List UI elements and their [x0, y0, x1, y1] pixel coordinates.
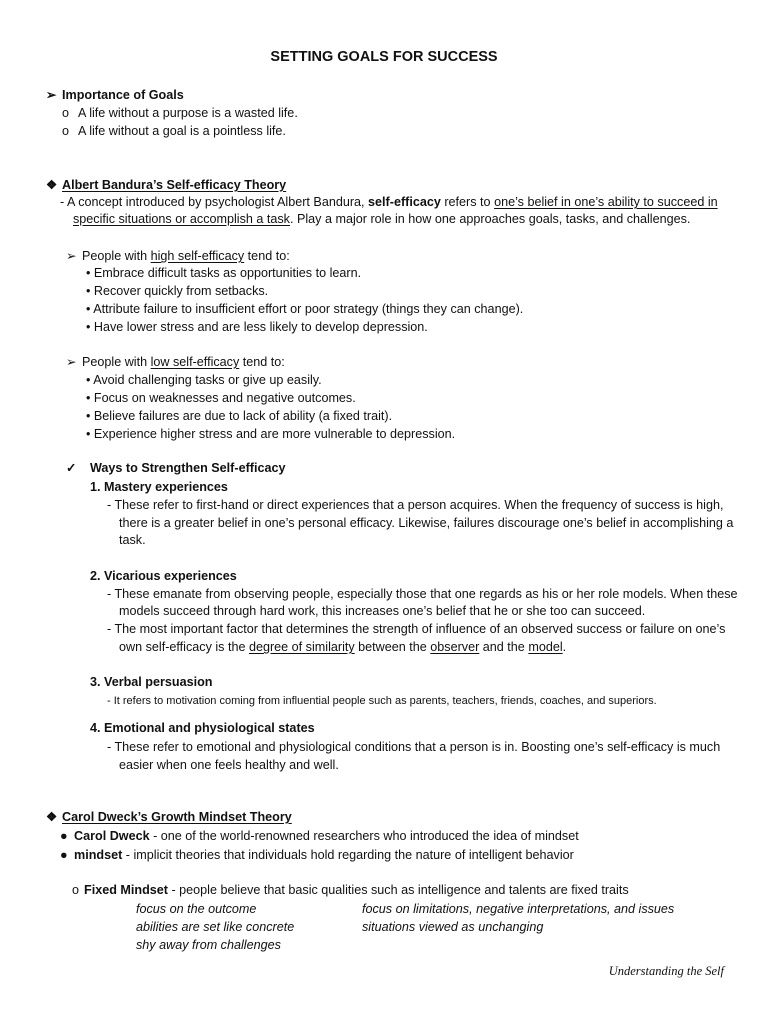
list-item: ● mindset - implicit theories that individuals hold regarding the nature of intelligent behavior [60, 848, 574, 862]
dweck-heading: ❖ Carol Dweck’s Growth Mindset Theory [46, 810, 292, 824]
vicarious-line: own self-efficacy is the degree of similarity between the observer and the model. [119, 640, 567, 654]
list-item: • Embrace difficult tasks as opportunities to learn. [86, 266, 362, 280]
vicarious-line: - The most important factor that determines the strength of influence of an observed success or failure on one’s [107, 622, 726, 636]
arrow-bullet-icon: ➢ [66, 355, 77, 369]
circle-bullet-icon: o [62, 106, 70, 120]
circle-bullet-icon: o [72, 883, 80, 897]
arrow-bullet-icon: ➢ [46, 88, 57, 102]
circle-bullet-icon: o [62, 124, 70, 138]
list-item: • Avoid challenging tasks or give up easily. [86, 373, 322, 387]
vicarious-line: - These emanate from observing people, especially those that one regards as his or her role models. When these [107, 587, 738, 601]
list-item: • Have lower stress and are less likely to develop depression. [86, 320, 428, 334]
list-item: • Attribute failure to insufficient effort or poor strategy (things they can change). [86, 302, 524, 316]
mastery-line: - These refer to first-hand or direct experiences that a person acquires. When the frequency of success is high, [107, 498, 724, 512]
list-item: o A life without a goal is a pointless life. [62, 124, 286, 138]
arrow-bullet-icon: ➢ [66, 249, 77, 263]
fixed-mindset-line: o Fixed Mindset - people believe that basic qualities such as intelligence and talents are fixed traits [72, 883, 629, 897]
page-footer: Understanding the Self [608, 964, 724, 978]
mastery-line: there is a greater belief in one’s personal efficacy. Likewise, failures discourage one’s belief in accomplishing a [119, 516, 734, 530]
dot-bullet-icon: ● [60, 848, 68, 862]
verbal-line: - It refers to motivation coming from influential people such as parents, teachers, friends, coaches, and superiors. [107, 695, 657, 707]
list-item: • Believe failures are due to lack of ability (a fixed trait). [86, 409, 393, 423]
high-efficacy-heading: ➢ People with high self-efficacy tend to: [66, 249, 290, 263]
list-item: o A life without a purpose is a wasted life. [62, 106, 298, 120]
bandura-intro-line-2: specific situations or accomplish a task. Play a major role in how one approaches goals, tasks, and challenges. [73, 212, 691, 226]
fixed-trait: focus on the outcome [136, 902, 257, 916]
vicarious-heading: 2. Vicarious experiences [90, 569, 237, 583]
list-item: ● Carol Dweck - one of the world-renowned researchers who introduced the idea of mindset [60, 829, 579, 843]
low-efficacy-heading: ➢ People with low self-efficacy tend to: [66, 355, 285, 369]
dot-bullet-icon: ● [60, 829, 68, 843]
fixed-trait: situations viewed as unchanging [362, 920, 544, 934]
fixed-trait: abilities are set like concrete [136, 920, 295, 934]
emotional-heading: 4. Emotional and physiological states [90, 721, 315, 735]
ways-heading: ✓ Ways to Strengthen Self-efficacy [66, 461, 286, 475]
fixed-trait: shy away from challenges [136, 938, 281, 952]
mastery-line: task. [119, 533, 146, 547]
page-title: SETTING GOALS FOR SUCCESS [270, 49, 498, 65]
importance-heading: ➢ Importance of Goals [46, 88, 184, 102]
vicarious-line: models succeed through hard work, this increases one’s belief that he or she too can succeed. [119, 604, 646, 618]
emotional-line: easier when one feels healthy and well. [119, 758, 339, 772]
list-item: • Experience higher stress and are more vulnerable to depression. [86, 427, 456, 441]
mastery-heading: 1. Mastery experiences [90, 480, 228, 494]
verbal-heading: 3. Verbal persuasion [90, 675, 213, 689]
bandura-intro-line-1: - A concept introduced by psychologist Albert Bandura, self-efficacy refers to one’s belief in one’s ability to succeed in [60, 195, 718, 209]
bandura-heading: ❖ Albert Bandura’s Self-efficacy Theory [46, 178, 287, 192]
fixed-trait: focus on limitations, negative interpretations, and issues [362, 902, 675, 916]
list-item: • Focus on weaknesses and negative outcomes. [86, 391, 356, 405]
diamond-bullet-icon: ❖ [46, 178, 58, 192]
list-item: • Recover quickly from setbacks. [86, 284, 269, 298]
checkmark-icon: ✓ [66, 461, 77, 475]
emotional-line: - These refer to emotional and physiological conditions that a person is in. Boosting one’s self-efficacy is much [107, 740, 721, 754]
diamond-bullet-icon: ❖ [46, 810, 58, 824]
